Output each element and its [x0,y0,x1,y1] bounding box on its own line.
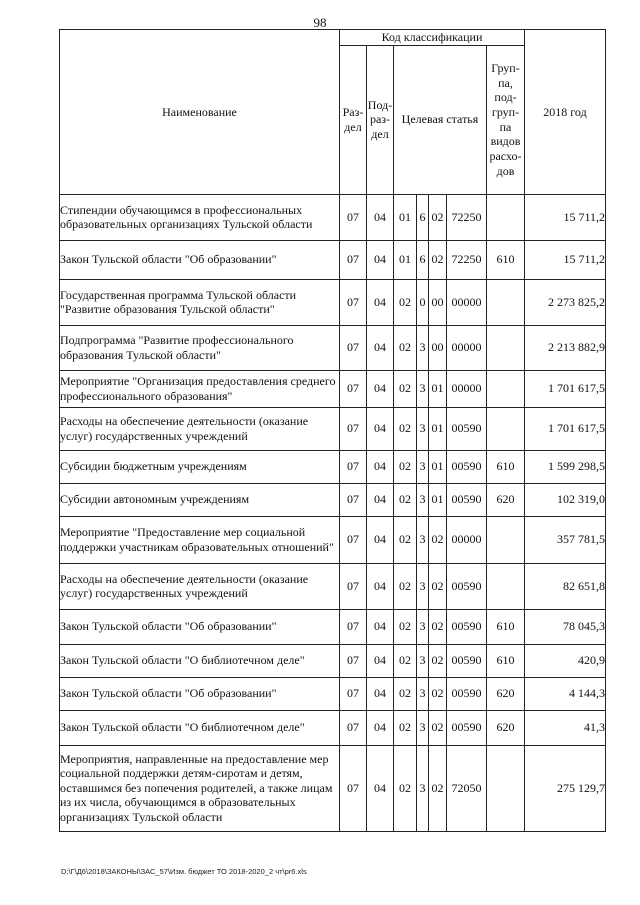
cell-amount: 1 599 298,5 [525,450,606,483]
cell-pr: 04 [367,194,394,240]
cell-c1: 02 [394,745,417,831]
cell-vr [487,279,525,325]
cell-c3: 02 [429,563,447,609]
cell-c1: 02 [394,450,417,483]
cell-c1: 02 [394,563,417,609]
cell-rz: 07 [340,745,367,831]
cell-pr: 04 [367,609,394,644]
cell-c3: 02 [429,644,447,677]
table-row [60,609,606,644]
cell-pr: 04 [367,483,394,516]
cell-rz: 07 [340,483,367,516]
table-row [60,677,606,710]
cell-c4: 72250 [447,240,487,279]
table-row [60,483,606,516]
cell-c2: 6 [417,240,429,279]
file-path-footer: D:\Г\Д6\2018\ЗАКОНЫ\ЗАС_57\Изм. бюджет ТО 2018-2020_2 чт\pr6.xls [61,867,307,876]
cell-c2: 3 [417,644,429,677]
cell-name: Расходы на обеспечение деятельности (оказание услуг) государственных учреждений [60,563,340,609]
cell-c3: 02 [429,710,447,745]
cell-rz: 07 [340,240,367,279]
cell-rz: 07 [340,710,367,745]
table-row [60,325,606,370]
cell-c3: 02 [429,609,447,644]
cell-c3: 01 [429,450,447,483]
page-number: 98 [313,15,327,30]
cell-vr [487,563,525,609]
cell-c4: 00000 [447,516,487,563]
cell-name: Закон Тульской области "О библиотечном деле" [60,644,340,677]
cell-c4: 00590 [447,609,487,644]
cell-c4: 72050 [447,745,487,831]
cell-c1: 02 [394,677,417,710]
cell-pr: 04 [367,710,394,745]
cell-c3: 02 [429,677,447,710]
cell-rz: 07 [340,325,367,370]
cell-name: Мероприятие "Предоставление мер социальной поддержки участникам образовательных отношений" [60,516,340,563]
table-row [60,644,606,677]
cell-amount: 1 701 617,5 [525,407,606,450]
cell-vr: 620 [487,483,525,516]
cell-c1: 01 [394,194,417,240]
cell-rz: 07 [340,407,367,450]
cell-rz: 07 [340,516,367,563]
cell-c3: 01 [429,370,447,407]
cell-c1: 02 [394,325,417,370]
cell-amount: 4 144,3 [525,677,606,710]
cell-amount: 420,9 [525,644,606,677]
table-row [60,194,606,240]
cell-vr: 620 [487,677,525,710]
cell-c2: 3 [417,609,429,644]
cell-vr: 610 [487,240,525,279]
cell-vr [487,407,525,450]
cell-c3: 01 [429,407,447,450]
cell-c4: 00590 [447,644,487,677]
cell-pr: 04 [367,677,394,710]
cell-c2: 3 [417,710,429,745]
cell-c4: 00590 [447,483,487,516]
cell-c3: 02 [429,745,447,831]
cell-c4: 00000 [447,325,487,370]
cell-name: Стипендии обучающимся в профессиональных образовательных организациях Тульской области [60,194,340,240]
cell-rz: 07 [340,563,367,609]
table-row [60,370,606,407]
cell-vr [487,745,525,831]
table-row [60,240,606,279]
cell-rz: 07 [340,279,367,325]
cell-c2: 3 [417,516,429,563]
cell-c3: 01 [429,483,447,516]
table-header [60,30,606,195]
table-row [60,516,606,563]
cell-c2: 6 [417,194,429,240]
cell-rz: 07 [340,450,367,483]
cell-c4: 00590 [447,450,487,483]
cell-pr: 04 [367,370,394,407]
cell-c2: 3 [417,325,429,370]
cell-name: Субсидии автономным учреждениям [60,483,340,516]
cell-amount: 15 711,2 [525,194,606,240]
table-row [60,745,606,831]
cell-c2: 3 [417,407,429,450]
cell-vr [487,194,525,240]
table-body [60,194,606,831]
cell-pr: 04 [367,279,394,325]
cell-rz: 07 [340,677,367,710]
cell-amount: 2 273 825,2 [525,279,606,325]
cell-rz: 07 [340,644,367,677]
cell-name: Мероприятие "Организация предоставления среднего профессионального образования" [60,370,340,407]
cell-name: Закон Тульской области "Об образовании" [60,677,340,710]
table-row [60,279,606,325]
cell-c2: 3 [417,677,429,710]
cell-name: Мероприятия, направленные на предоставление мер социальной поддержки детям-сиротам и детям, оставшимся без попечения родителей, а также лицам из их числа, обучающимся в образовательных организациях Тульской области [60,745,340,831]
cell-pr: 04 [367,644,394,677]
cell-c1: 02 [394,279,417,325]
budget-table [59,29,606,832]
cell-vr [487,370,525,407]
table-row [60,710,606,745]
cell-pr: 04 [367,563,394,609]
cell-name: Закон Тульской области "Об образовании" [60,609,340,644]
header-celevaya-statya: Целевая статья [394,45,487,194]
cell-amount: 275 129,7 [525,745,606,831]
cell-c4: 00590 [447,677,487,710]
cell-vr: 610 [487,450,525,483]
cell-c1: 02 [394,644,417,677]
cell-pr: 04 [367,450,394,483]
cell-amount: 41,3 [525,710,606,745]
cell-name: Закон Тульской области "О библиотечном деле" [60,710,340,745]
header-podrazdel: Под- раз- дел [367,45,394,194]
cell-c4: 72250 [447,194,487,240]
cell-pr: 04 [367,516,394,563]
cell-amount: 102 319,0 [525,483,606,516]
cell-c2: 0 [417,279,429,325]
cell-c4: 00590 [447,563,487,609]
cell-c1: 02 [394,609,417,644]
cell-c1: 02 [394,710,417,745]
cell-rz: 07 [340,370,367,407]
cell-c1: 01 [394,240,417,279]
cell-name: Подпрограмма "Развитие профессионального образования Тульской области" [60,325,340,370]
cell-c3: 02 [429,194,447,240]
header-year: 2018 год [525,30,606,195]
cell-amount: 15 711,2 [525,240,606,279]
cell-name: Расходы на обеспечение деятельности (оказание услуг) государственных учреждений [60,407,340,450]
cell-c2: 3 [417,483,429,516]
cell-vr [487,516,525,563]
cell-c3: 00 [429,325,447,370]
cell-vr: 610 [487,644,525,677]
cell-c3: 02 [429,516,447,563]
header-gruppa: Груп- па, под- груп- па видов расхо- дов [487,45,525,194]
cell-amount: 2 213 882,9 [525,325,606,370]
header-code-group: Код классификации [340,30,525,46]
cell-c3: 00 [429,279,447,325]
cell-rz: 07 [340,194,367,240]
cell-rz: 07 [340,609,367,644]
cell-vr: 620 [487,710,525,745]
table-row [60,450,606,483]
cell-name: Субсидии бюджетным учреждениям [60,450,340,483]
cell-pr: 04 [367,407,394,450]
cell-vr [487,325,525,370]
cell-c1: 02 [394,407,417,450]
cell-vr: 610 [487,609,525,644]
cell-c4: 00590 [447,710,487,745]
cell-c1: 02 [394,483,417,516]
cell-name: Государственная программа Тульской области "Развитие образования Тульской области" [60,279,340,325]
cell-pr: 04 [367,745,394,831]
cell-c2: 3 [417,745,429,831]
header-name: Наименование [60,30,340,195]
cell-c3: 02 [429,240,447,279]
cell-amount: 357 781,5 [525,516,606,563]
cell-c1: 02 [394,370,417,407]
cell-c4: 00000 [447,370,487,407]
cell-pr: 04 [367,325,394,370]
cell-pr: 04 [367,240,394,279]
cell-c1: 02 [394,516,417,563]
cell-amount: 82 651,8 [525,563,606,609]
cell-c4: 00590 [447,407,487,450]
cell-amount: 1 701 617,5 [525,370,606,407]
table-row [60,563,606,609]
cell-c2: 3 [417,563,429,609]
cell-amount: 78 045,3 [525,609,606,644]
cell-c2: 3 [417,450,429,483]
cell-name: Закон Тульской области "Об образовании" [60,240,340,279]
table-row [60,407,606,450]
cell-c2: 3 [417,370,429,407]
cell-c4: 00000 [447,279,487,325]
header-razdel: Раз- дел [340,45,367,194]
